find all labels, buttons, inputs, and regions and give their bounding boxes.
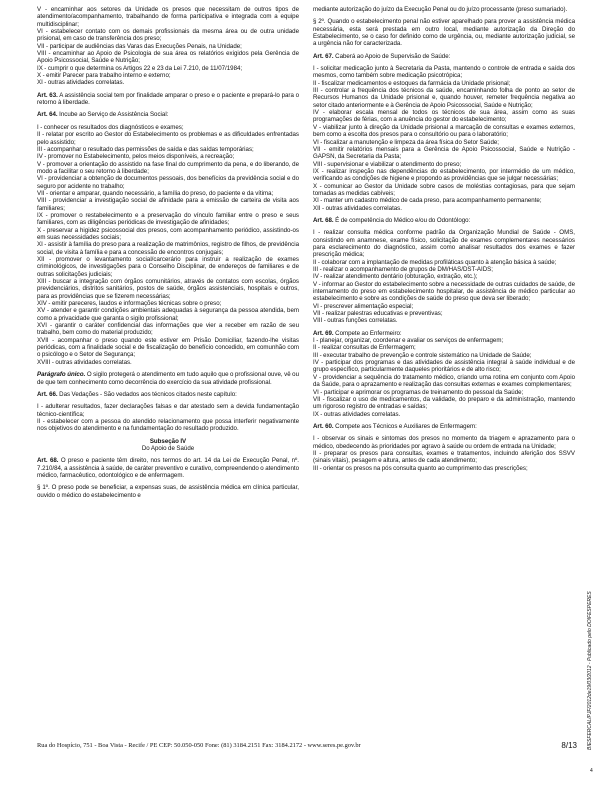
paragraph: § 1º. O preso pode se beneficiar, a expensas suas, de assistência médica em clínica particular, ouvido o médico do estabelecimento e: [37, 484, 299, 499]
paragraph: Art. 68. O preso e paciente têm direito, nos termos do art. 14 da Lei de Execução Penal, nº. 7.210/84, a assistência à saúde, de caráter preventivo e curativo, compreendendo o atendimento médico, farmacêutico, odontológico e de enfermagem.: [37, 457, 299, 479]
paragraph: II - estabelecer com a pessoa do atendido relacionamento que possa interferir negativamente nos objetivos do atendimento e na fundamentação do resultado produzido.: [37, 417, 299, 433]
paragraph: Art. 63. A assistência social tem por finalidade amparar o preso e o paciente e prepará-lo para o retorno à liberdade.: [37, 91, 299, 107]
paragraph: XVII - acompanhar o preso quando este estiver em Prisão Domiciliar, fazendo-lhe visitas periódicas, com a finalidade social e de fiscalização do benefício concedido, em comunhão com o psicólogo e o Setor de Segurança;: [37, 336, 299, 359]
paragraph: II - preparar os presos para consultas, exames e tratamentos, incluindo aferição dos SSVV (sinais vitais), pesagem e altura, antes de cada atendimento;: [313, 449, 575, 465]
paragraph: VI - estabelecer contato com os demais profissionais da mesma área ou de outra unidade prisional, em caso de transferência dos preso;: [37, 28, 299, 43]
paragraph: § 2º. Quando o estabelecimento penal não estiver aparelhado para prover a assistência médica necessária, esta será prestada em outro local, mediante autorização da Direção do Estabelecimento, se o caso for definido como de urgência, ou, mediante autorização judicial, se a urgência não for caracterizada.: [313, 18, 575, 48]
paragraph: III - controlar a frequência dos técnicos da saúde, encaminhando folha de ponto ao setor de Recursos Humanos da Unidade prisional e, quando houver, remeter frequência negativa ao setor citado anteriormente e à Gerência de Apoio Psicossocial, Saúde e Nutrição;: [313, 87, 575, 109]
paragraph: IV - realizar atendimento dentário (obturação, extração, etc.);: [313, 273, 478, 281]
paragraph: VII - participar de audiências das Varas das Execuções Penais, na Unidade;: [37, 42, 242, 50]
paragraph: XV - atender e garantir condições ambientais adequadas à segurança da pessoa atendida, bem como a privacidade que garanta o sigilo profissional;: [37, 307, 299, 322]
paragraph: VII - orientar e amparar, quando necessário, a família do preso, do paciente e da vítima;: [37, 189, 274, 197]
footer-address: Rua do Hospício, 751 - Boa Vista - Recife / PE CEP: 50.050-050 Fone: (81) 3184.2151 Fax: 3184.2172 - www.seres.pe.gov.br: [37, 742, 361, 749]
article-number: Art. 67.: [313, 52, 334, 60]
paragraph: VII - emitir relatórios mensais para a Gerência de Apoio Psicossocial, Saúde e Nutrição - GAPSN, da Secretaria da Pasta;: [313, 145, 575, 161]
paragraph: I - conhecer os resultados dos diagnósticos e exames;: [37, 123, 184, 131]
paragraph: Art. 67. Caberá ao Apoio de Supervisão de Saúde:: [313, 52, 451, 60]
paragraph: IV - promover no Estabelecimento, pelos meios disponíveis, a recreação;: [37, 153, 235, 161]
paragraph: I - adulterar resultados, fazer declarações falsas e dar atestado sem a devida fundamentação técnico-científica;: [37, 403, 299, 418]
paragraph: VI - prescrever alimentação especial;: [313, 302, 414, 310]
paragraph: X - preservar a higidez psicossocial dos presos, com acompanhamento periódico, assistindo-os em suas necessidades sociais;: [37, 226, 299, 241]
paragraph: III - realizar o acompanhamento de grupos de DM/HAS/DST-AIDS;: [313, 266, 493, 273]
paragraph: Art. 64. Incube ao Serviço de Assistência Social:: [37, 111, 169, 119]
corner-mark: 4: [590, 768, 593, 774]
paragraph: VI - providenciar a obtenção de documentos pessoais, dos benefícios da previdência social e do seguro por acidente no trabalho;: [37, 175, 299, 190]
paragraph: III - executar trabalho de prevenção e controle sistemático na Unidade de Saúde;: [313, 351, 532, 359]
paragraph: Art. 60. Compete aos Técnicos e Auxiliares de Enfermagem:: [313, 422, 477, 430]
paragraph: XIV - emitir pareceres, laudos e informações técnicas sobre o preso;: [37, 300, 222, 308]
paragraph: VIII - providenciar a investigação social de afinidade para a emissão de carteira de visita aos familiares;: [37, 197, 299, 212]
paragraph: I - realizar consulta médica conforme padrão da Organização Mundial de Saúde - OMS, consistindo em anamnese, exame físico, solicitação de exames complementares necessários para esclarecimento do diagnóstico, assim como analisar resultados dos exames e fazer prescrição médica;: [313, 229, 575, 259]
paragraph: XVIII - outras atividades correlatas.: [37, 358, 132, 366]
article-number: Art. 68.: [37, 457, 59, 465]
paragraph: X - comunicar ao Gestor da Unidade sobre casos de moléstias contagiosas, para que sejam tomadas as medidas cabíveis;: [313, 182, 575, 197]
paragraph: VII - realizar palestras educativas e preventivas;: [313, 310, 443, 318]
paragraph: II - realizar consultas de Enfermagem;: [313, 344, 416, 352]
paragraph: XII - outras atividades correlatas.: [313, 204, 402, 212]
paragraph: Art. 68. É de competência do Médico e/ou do Odontólogo:: [313, 216, 471, 224]
paragraph: III - orientar os presos na pós consulta quanto ao cumprimento das prescrições;: [313, 464, 528, 472]
paragraph-label: Parágrafo único.: [37, 371, 86, 379]
paragraph: XII - promover o levantamento social/carcerário para instruir a realização de exames criminológicos, de investigações para o Conselho Disciplinar, de endereços de familiares e de outras solicitações judiciais;: [37, 256, 299, 278]
paragraph: Art. 66. Das Vedações - São vedados aos técnicos citados neste capítulo:: [37, 390, 237, 398]
paragraph: V - providenciar a sequência do tratamento médico, criando uma rotina em conjunto com Apoio da Saúde, para o aprazamento e realização das consultas externas e exames complementares;: [313, 373, 575, 389]
paragraph: Art. 69. Compete ao Enfermeiro:: [313, 329, 402, 337]
paragraph: II - colaborar com a implantação de medidas profiláticas quanto à atenção básica à saúde;: [313, 258, 557, 266]
paragraph: Do Apoio de Saúde: [141, 444, 195, 452]
article-number: Art. 60.: [313, 422, 334, 430]
paragraph: IX - cumprir o que determina os Artigos 22 e 23 da Lei 7.210, de 11/07/1984;: [37, 64, 243, 72]
paragraph: XI - manter um cadastro médico de cada preso, para acompanhamento permanente;: [313, 197, 542, 205]
left-column: [37, 6, 299, 499]
paragraph: XIII - buscar a integração com órgãos comunitários, através de contatos com escolas, órgãos previdenciários, distritos sanitários, postos de saúde, órgãos assistenciais, hospitais e outros, para as providências que se fizerem necessárias;: [37, 278, 299, 300]
paragraph: I - solicitar medicação junto à Secretaria da Pasta, mantendo o controle de entrada e saída dos mesmos, como também sobre medicação psicotrópica;: [313, 65, 575, 80]
paragraph: II - relatar por escrito ao Gestor do Estabelecimento os problemas e as dificuldades enfrentadas pelo assistido;: [37, 131, 299, 146]
paragraph: IX - promover o restabelecimento e a preservação do vínculo familiar entre o preso e seus familiares, com as diligências periódicas de investigação de afinidades;: [37, 211, 299, 227]
article-number: Art. 69.: [313, 329, 334, 337]
page-number: 8/13: [561, 741, 577, 750]
paragraph: VIII - encaminhar ao Apoio de Psicologia de sua área os relatórios exigidos pela Gerência de Apoio Psicossocial, Saúde e Nutrição;: [37, 50, 299, 65]
paragraph: Subseção IV: [149, 437, 187, 445]
paragraph: VI - participar e aprimorar os programas de treinamento do pessoal da Saúde;: [313, 388, 524, 396]
paragraph: V - promover a orientação do assistido na fase final do cumprimento da pena, e do liberando, de modo a facilitar o seu retorno à liberdade;: [37, 160, 299, 175]
article-number: Art. 68.: [313, 216, 334, 224]
paragraph: V - viabilizar junto à direção da Unidade prisional a marcação de consultas e exames externos, bem como a escolta dos presos para o consultório ou para o laboratório;: [313, 123, 575, 139]
article-number: Art. 63.: [37, 91, 58, 99]
paragraph: mediante autorização do juízo da Execução Penal ou do juízo processante (preso sumariado).: [313, 6, 568, 13]
paragraph: VIII - outras funções correlatas.: [313, 317, 398, 325]
paragraph: III - acompanhar o resultado das permissões de saída e das saídas temporárias;: [37, 145, 254, 153]
paragraph: Parágrafo único. O sigilo protegerá o atendimento em tudo aquilo que o profissional ouve, vê ou de que tem conhecimento como decorrência do exercício da sua atividade profissional.: [37, 371, 299, 386]
paragraph: XI - assistir à família do preso para a realização de matrimônios, registro de filhos, de previdência social, de visita à família e para a concessão de encontros conjugais;: [37, 241, 299, 256]
paragraph: IV - participar dos programas e das atividades de assistência integral à saúde individual e de grupo específico, particularmente daqueles prioritários e de alto risco;: [313, 359, 575, 374]
paragraph: V - encaminhar aos setores da Unidade os presos que necessitam de outros tipos de atendimento/acompanhamento, trabalhando de forma participativa e integrada com a equipe multidisciplinar;: [37, 6, 299, 28]
paragraph: I - planejar, organizar, coordenar e avaliar os serviços de enfermagem;: [313, 337, 504, 345]
paragraph: V - informar ao Gestor do estabelecimento sobre a necessidade de outras cuidados de saúde, de internamento do preso em estabelecimento hospitalar, de assistência de médico particular ao estabelecimento e sobre as condições de saúde do preso que deva ser liberado;: [313, 280, 575, 303]
paragraph: X - emitir Parecer para trabalho interno e externo;: [37, 72, 171, 80]
paragraph: I - observar os sinais e sintomas dos presos no momento da triagem e aprazamento para o médico, obedecendo às prioridades por agravo à saúde ou ordem de entrada na Unidade;: [313, 435, 575, 450]
paragraph: VIII - supervisionar e viabilizar o atendimento do preso;: [313, 160, 462, 168]
paragraph: VI - fiscalizar a manutenção e limpeza da área física do Setor Saúde;: [313, 138, 500, 146]
paragraph: II - fiscalizar medicamentos e estoques da farmácia da Unidade prisional;: [313, 79, 511, 87]
paragraph: VII - fiscalizar o uso de medicamentos, da validade, do preparo e da administração, mantendo um rigoroso registro de entradas e saídas;: [313, 395, 575, 411]
paragraph: IV - elaborar escala mensal de todos os técnicos de sua área, assim como as suas programações de férias, com a anuência do gestor do estabelecimento;: [313, 109, 575, 124]
article-number: Art. 66.: [37, 390, 58, 398]
paragraph: IX - outras atividades correlatas.: [313, 410, 401, 418]
side-stamp-text: BIESFERCAL/PJF/2012de19/03/2012 - Publicado pelo DOIFESPERES: [587, 591, 593, 750]
paragraph: XI - outras atividades correlatas.: [37, 79, 125, 87]
paragraph: IX - realizar inspeção nas dependências do estabelecimento, por intermédio de um médico, verificando as condições de higiene e propondo as providências que se julgar necessárias;: [313, 167, 575, 183]
paragraph: XVI - garantir o caráter confidencial das informações que vier a receber em razão de seu trabalho, bem como do material produzido;: [37, 322, 299, 337]
side-stamp: [587, 550, 597, 750]
right-column: [313, 6, 575, 472]
article-number: Art. 64.: [37, 111, 58, 119]
